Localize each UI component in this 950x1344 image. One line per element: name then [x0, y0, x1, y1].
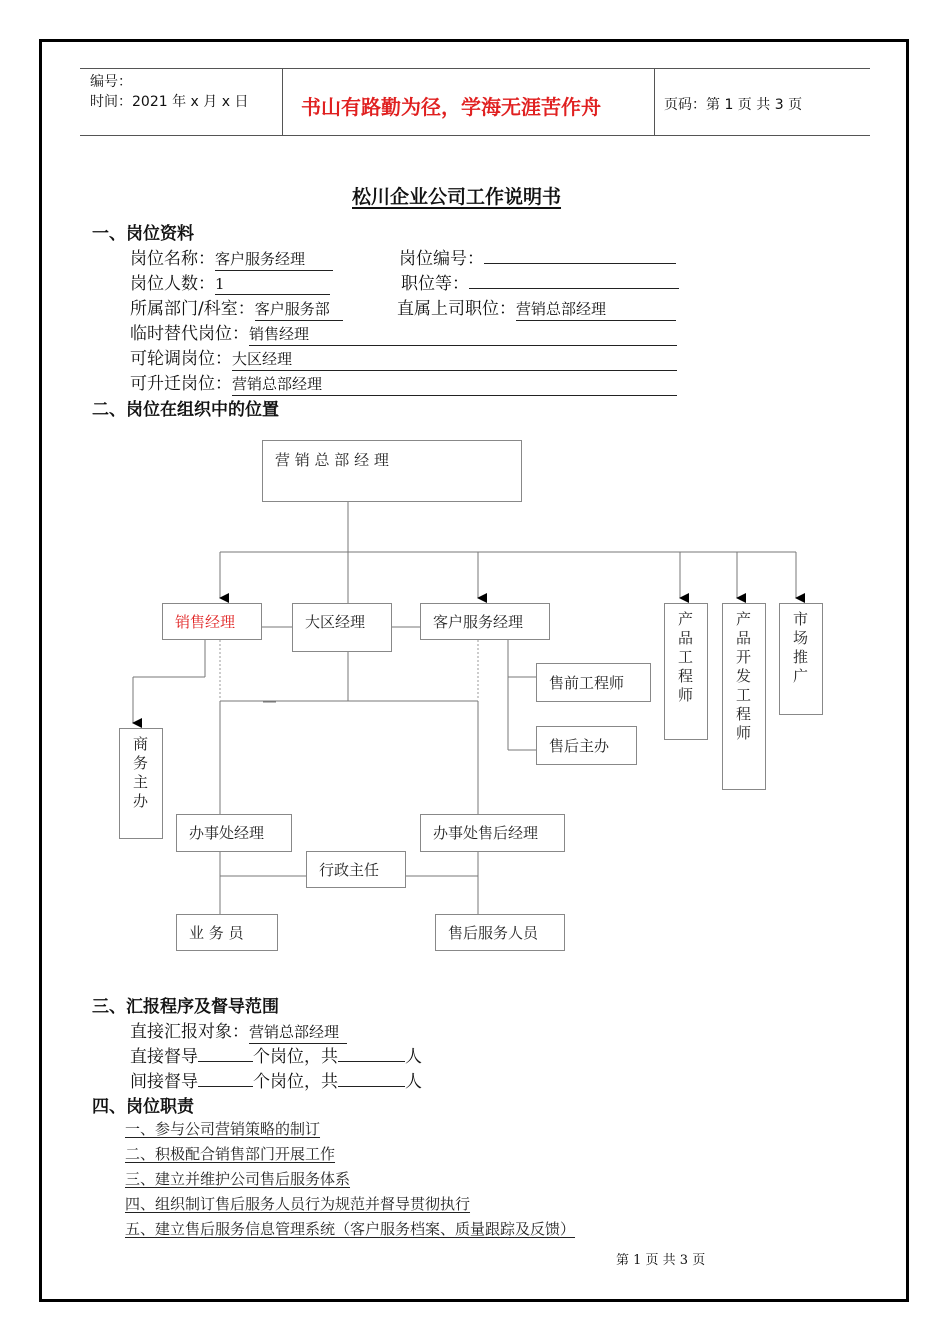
- headcount-value: 1: [215, 275, 330, 295]
- superior-label: 直属上司职位：: [397, 299, 516, 319]
- org-box-cs-manager: [420, 603, 550, 640]
- org-presales-engineer-label: 售前工程师: [549, 674, 625, 692]
- rotation-label: 可轮调岗位：: [130, 349, 232, 369]
- motto: 书山有路勤为径，学海无涯苦作舟: [301, 95, 601, 119]
- org-office-aftersales-manager-label: 办事处售后经理: [433, 824, 539, 842]
- headcount-label: 岗位人数：: [130, 274, 215, 294]
- direct-report-label: 直接汇报对象：: [130, 1022, 249, 1042]
- org-business-supervisor-label: 商务主办: [133, 735, 149, 810]
- org-box-product-engineer: [664, 603, 708, 740]
- indirect-supervise-people-blank: [338, 1072, 405, 1087]
- direct-supervise-row: [130, 1042, 422, 1067]
- org-box-marketing: [779, 603, 823, 715]
- org-box-business-supervisor: [119, 728, 163, 839]
- page-info: 页码：第 1 页 共 3 页: [664, 97, 803, 113]
- org-salesman-label: 业 务 员: [189, 924, 244, 942]
- section2-heading: 二、岗位在组织中的位置: [92, 400, 279, 420]
- section4-heading: 四、岗位职责: [92, 1097, 194, 1117]
- org-product-dev-engineer-label: 产品开发工程师: [736, 610, 752, 742]
- promotion-value: 营销总部经理: [232, 373, 677, 396]
- org-sales-manager-label: 销售经理: [175, 613, 236, 631]
- indirect-supervise-b: 个岗位，共: [253, 1072, 338, 1092]
- org-aftersales-staff-label: 售后服务人员: [448, 924, 539, 942]
- promotion-label: 可升迁岗位：: [130, 374, 232, 394]
- position-name-label: 岗位名称：: [130, 249, 215, 269]
- direct-supervise-count-blank: [198, 1047, 253, 1062]
- duty-item: 三、建立并维护公司售后服务体系: [125, 1170, 351, 1188]
- org-box-office-aftersales-manager: [420, 814, 565, 852]
- section1-heading: 一、岗位资料: [92, 224, 194, 244]
- document-title: 松川企业公司工作说明书: [352, 186, 562, 208]
- org-marketing-label: 市场推广: [793, 610, 809, 685]
- org-product-engineer-label: 产品工程师: [678, 610, 694, 704]
- org-office-manager-label: 办事处经理: [189, 824, 265, 842]
- direct-supervise-a: 直接督导: [130, 1047, 198, 1067]
- org-box-region-manager: [292, 603, 392, 652]
- grade-label: 职位等：: [401, 274, 469, 294]
- duty-item: 一、参与公司营销策略的制订: [125, 1120, 321, 1138]
- org-box-sales-manager: [162, 603, 262, 640]
- indirect-supervise-a: 间接督导: [130, 1072, 198, 1092]
- number-label: 编号：: [90, 74, 132, 90]
- org-admin-supervisor-label: 行政主任: [319, 861, 380, 879]
- direct-supervise-people-blank: [338, 1047, 405, 1062]
- direct-supervise-c: 人: [405, 1047, 422, 1067]
- direct-supervise-b: 个岗位，共: [253, 1047, 338, 1067]
- duty-item: 四、组织制订售后服务人员行为规范并督导贯彻执行: [125, 1195, 471, 1213]
- org-top-manager-label: 营 销 总 部 经 理: [275, 451, 389, 469]
- indirect-supervise-count-blank: [198, 1072, 253, 1087]
- page-footer: 第 1 页 共 3 页: [616, 1253, 706, 1268]
- org-cs-manager-label: 客户服务经理: [433, 613, 524, 631]
- indirect-supervise-c: 人: [405, 1072, 422, 1092]
- department-value: 客户服务部: [255, 298, 343, 321]
- position-name-value: 客户服务经理: [215, 248, 333, 271]
- org-box-product-dev-engineer: [722, 603, 766, 790]
- substitute-label: 临时替代岗位：: [130, 324, 249, 344]
- superior-value: 营销总部经理: [516, 298, 676, 321]
- org-aftersales-supervisor-label: 售后主办: [549, 737, 610, 755]
- section3-heading: 三、汇报程序及督导范围: [92, 997, 279, 1017]
- org-box-salesman: [176, 914, 278, 951]
- indirect-supervise-row: [130, 1067, 422, 1092]
- org-box-aftersales-supervisor: [536, 726, 637, 765]
- org-box-presales-engineer: [536, 663, 651, 702]
- department-label: 所属部门/科室：: [130, 299, 255, 319]
- org-box-top-manager: [262, 440, 522, 502]
- duty-item: 二、积极配合销售部门开展工作: [125, 1145, 336, 1163]
- org-region-manager-label: 大区经理: [305, 613, 366, 631]
- substitute-value: 销售经理: [249, 323, 677, 346]
- org-box-aftersales-staff: [435, 914, 565, 951]
- time-label: 时间：2021 年 x 月 x 日: [90, 94, 249, 110]
- position-code-label: 岗位编号：: [399, 249, 484, 269]
- org-box-admin-supervisor: [306, 851, 406, 888]
- direct-report-row: [130, 1017, 347, 1044]
- direct-report-value: 营销总部经理: [249, 1021, 347, 1044]
- rotation-value: 大区经理: [232, 348, 677, 371]
- org-box-office-manager: [176, 814, 292, 852]
- duty-item: 五、建立售后服务信息管理系统（客户服务档案、质量跟踪及反馈）: [125, 1220, 576, 1238]
